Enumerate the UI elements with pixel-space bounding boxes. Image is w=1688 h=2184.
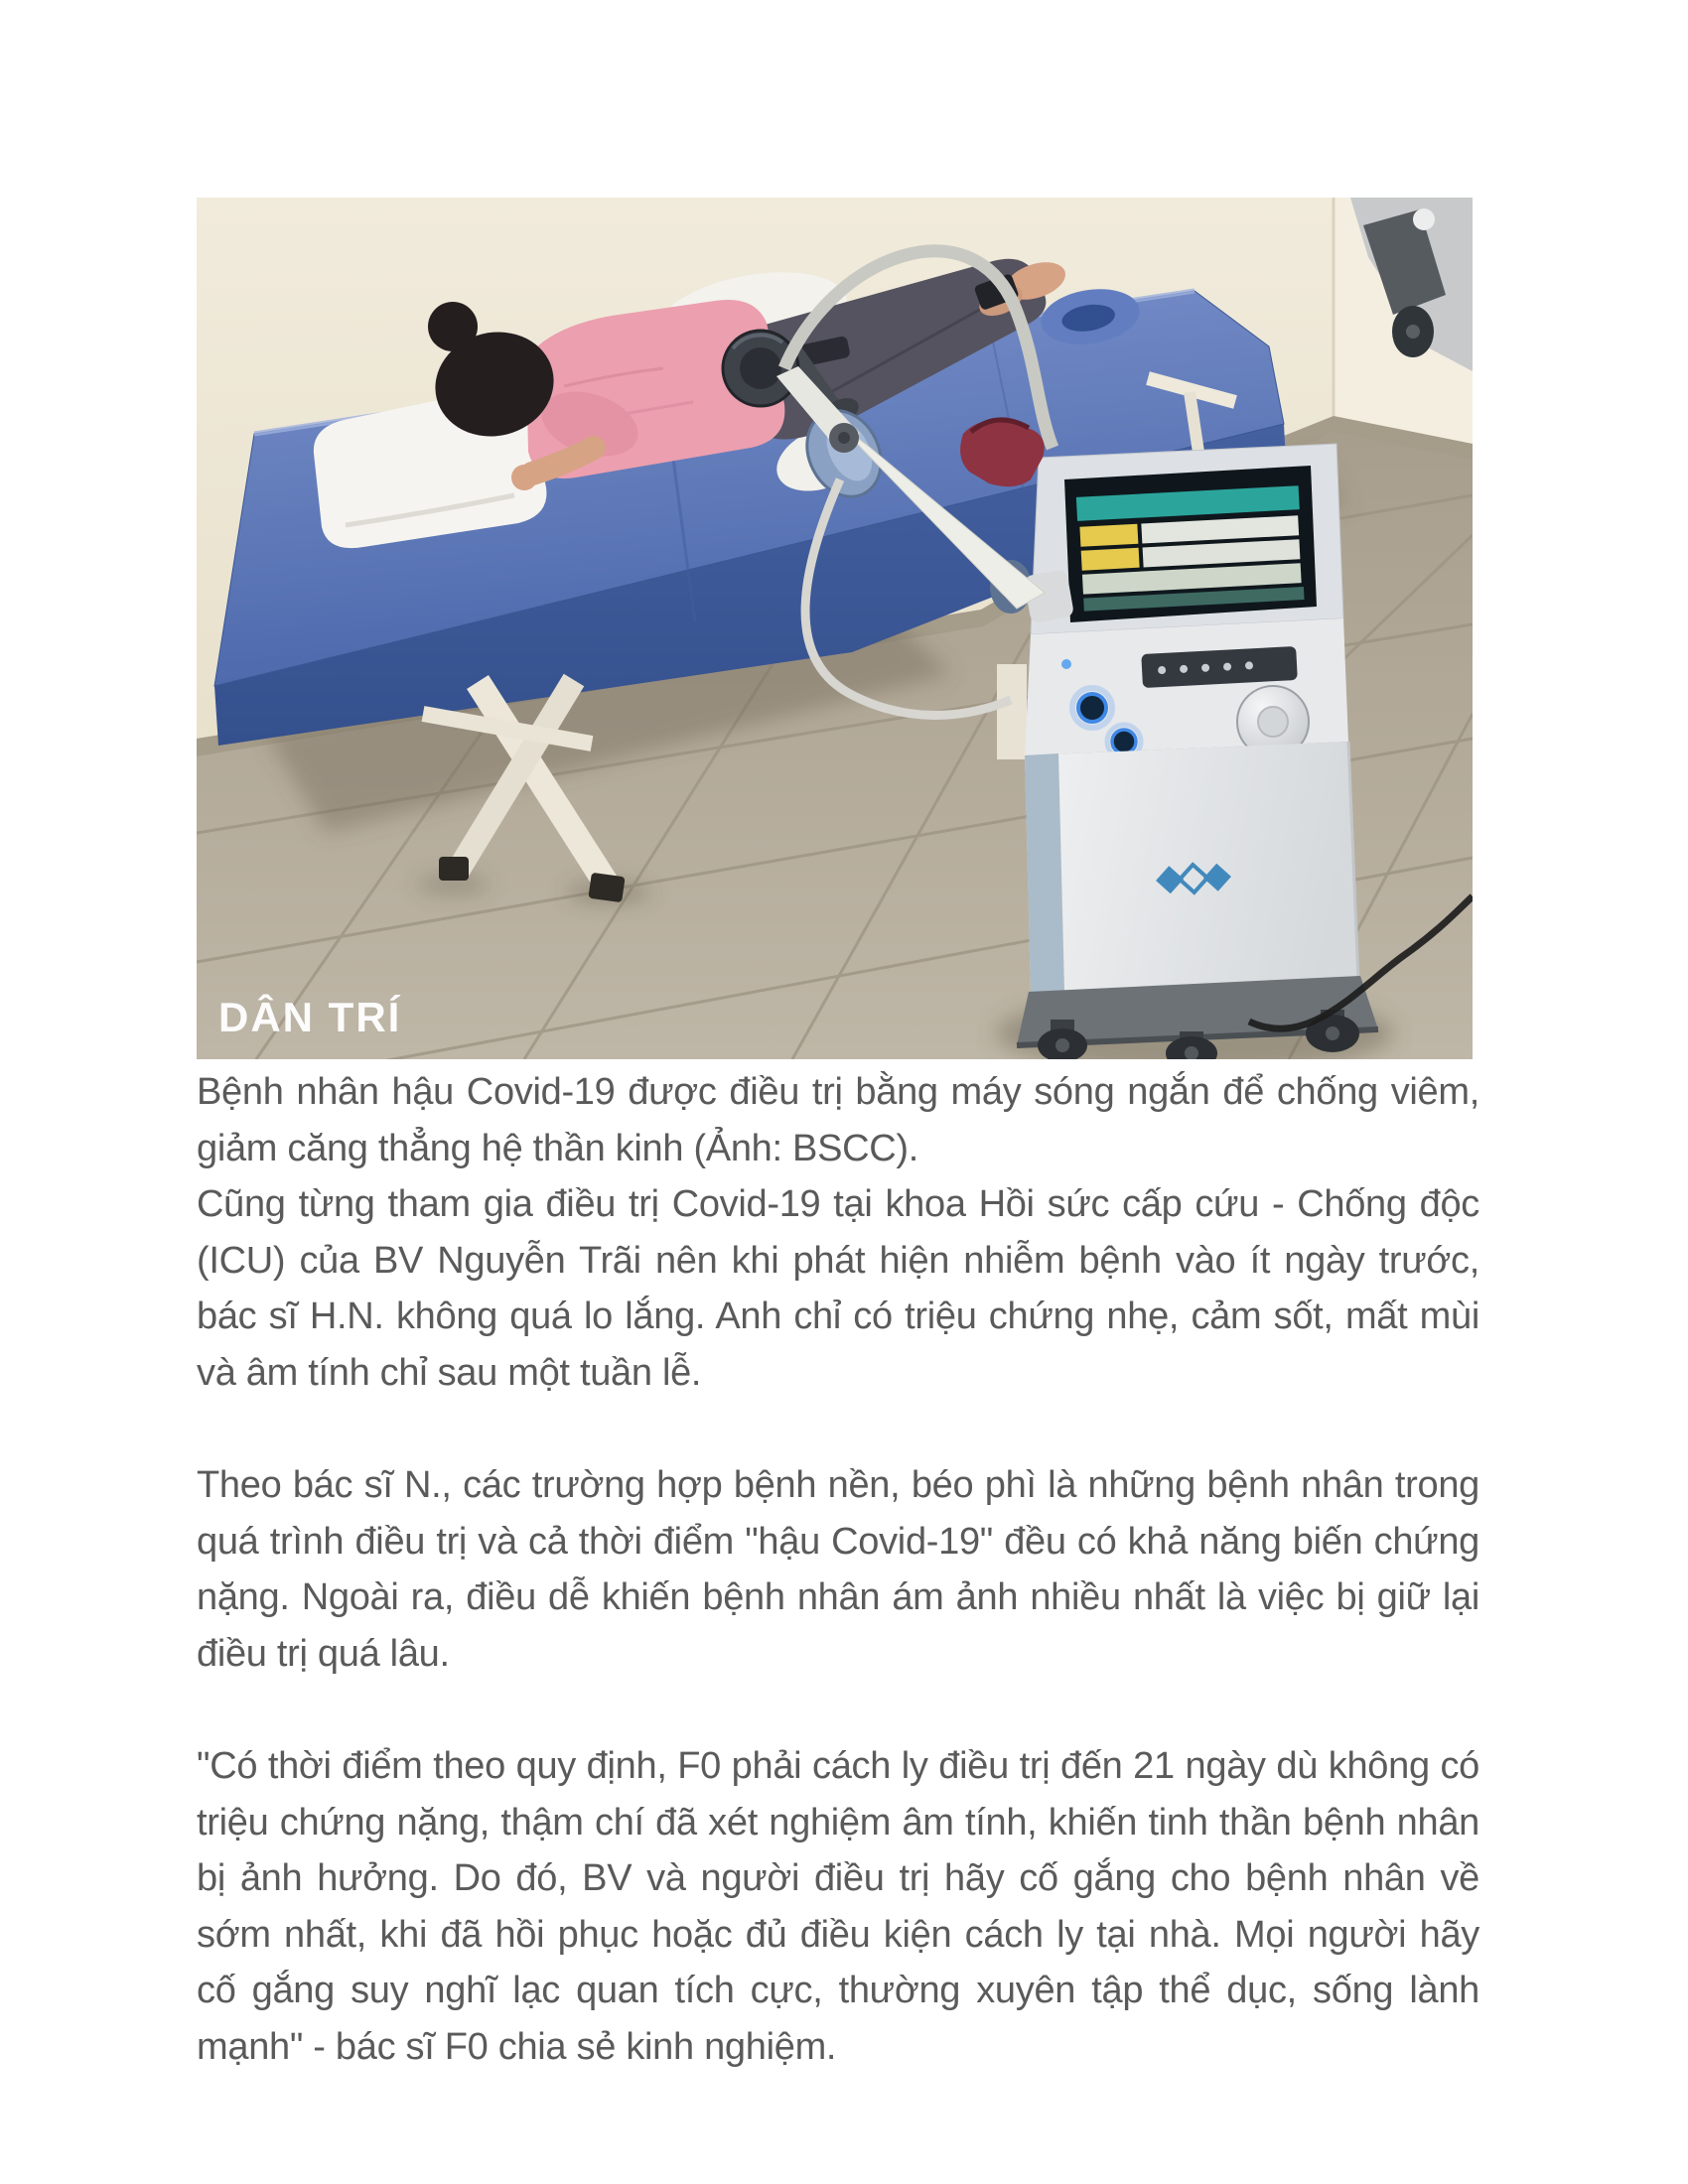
article-paragraph: "Có thời điểm theo quy định, F0 phải cách ly điều trị đến 21 ngày dù không có triệu chứng nặng, thậm chí đã xét nghiệm âm tính, khiến tinh thần bệnh nhân bị ảnh hưởng. Do đó, BV và người điều trị hãy cố gắng cho bệnh nhân về sớm nhất, khi đã hồi phục hoặc đủ điều kiện cách ly tại nhà. Mọi người hãy cố gắng suy nghĩ lạc quan tích cực, thường xuyên tập thể dục, sống lành mạnh" - bác sĩ F0 chia sẻ kinh nghiệm. xyxy=(197,1745,1479,2068)
photo-caption: Bệnh nhân hậu Covid-19 được điều trị bằng máy sóng ngắn để chống viêm, giảm căng thẳng hệ thần kinh (Ảnh: BSCC). xyxy=(197,1071,1479,1169)
therapy-machine xyxy=(1017,444,1378,1059)
photo-scene xyxy=(197,198,1473,1059)
article-photo xyxy=(197,198,1473,1059)
dantri-watermark-logo: DÂN TRÍ xyxy=(218,994,402,1040)
machine-button-blue2 xyxy=(1112,730,1136,753)
article-paragraph: Cũng từng tham gia điều trị Covid-19 tại khoa Hồi sức cấp cứu - Chống độc (ICU) của BV Nguyễn Trãi nên khi phát hiện nhiễm bệnh vào ít ngày trước, bác sĩ H.N. không quá lo lắng. Anh chỉ có triệu chứng nhẹ, cảm sốt, mất mùi và âm tính chỉ sau một tuần lễ. xyxy=(197,1183,1479,1394)
machine-button-blue xyxy=(1078,694,1106,722)
hair-bun xyxy=(428,302,478,351)
article-paragraph: Theo bác sĩ N., các trường hợp bệnh nền, béo phì là những bệnh nhân trong quá trình điều trị và cả thời điểm "hậu Covid-19" đều có khả năng biến chứng nặng. Ngoài ra, điều dễ khiến bệnh nhân ám ảnh nhiều nhất là việc bị giữ lại điều trị quá lâu. xyxy=(197,1464,1479,1675)
article-text xyxy=(197,1064,1479,2075)
